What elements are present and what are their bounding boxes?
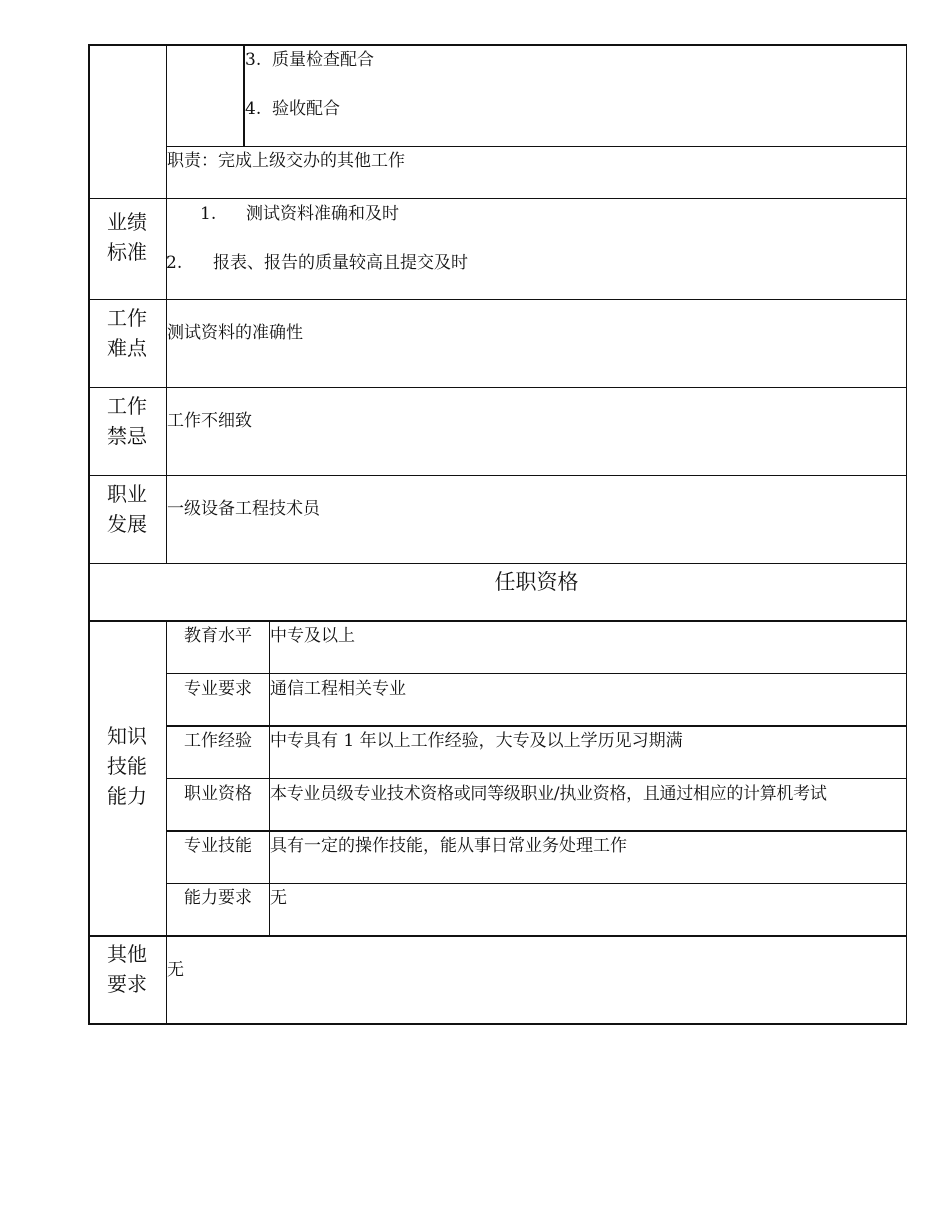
duty-item-4-number: 4. [245,99,262,119]
qualification-row-major-label: 专业要求 [184,679,252,699]
row-divider-career [88,563,907,565]
qualification-row-divider-6 [88,935,907,937]
duty-item-3-number: 3. [245,50,262,70]
difficulty-label [89,303,165,363]
performance-item-2-text: 报表、报告的质量较高且提交及时 [213,253,468,273]
row-divider-difficulty [88,387,907,389]
qualification-row-experience-value: 中专具有 1 年以上工作经验，大专及以上学历见习期满 [270,731,683,751]
performance-item-1-number: 1. [200,204,217,224]
other-requirements-label-line2: 要求 [107,972,147,996]
difficulty-label-line1: 工作 [107,306,147,330]
career-value: 一级设备工程技术员 [167,499,320,519]
qualification-row-divider-5 [166,883,906,885]
duties-items-bottom [166,146,906,148]
row-divider-taboo [88,475,907,477]
qualification-row-divider-4 [166,830,906,832]
qualifications-group-label-line2: 技能 [107,754,147,778]
row-divider-section-title [88,620,907,622]
qualification-row-certification-value: 本专业员级专业技术资格或同等级职业/执业资格，且通过相应的计算机考试 [270,784,827,804]
taboo-label [89,391,165,451]
qualification-row-divider-3 [166,778,906,780]
performance-item-2 [166,253,182,273]
qualification-row-ability-label: 能力要求 [184,888,252,908]
qualifications-group-label-line3: 能力 [107,784,147,808]
performance-label-line1: 业绩 [107,210,147,234]
row-divider-performance [88,299,907,301]
duty-item-4-text: 验收配合 [272,99,341,119]
qualification-row-major-value: 通信工程相关专业 [270,679,406,699]
label-column-divider-top [166,44,168,564]
duty-other: 职责：完成上级交办的其他工作 [167,151,405,171]
qualification-row-divider-1 [166,673,906,675]
row-divider-duties [88,198,907,200]
performance-item-2-number: 2. [166,253,183,273]
difficulty-label-line2: 难点 [107,336,147,360]
qualifications-group-label-line1: 知识 [107,724,147,748]
qualification-row-certification-label: 职业资格 [184,784,252,804]
other-requirements-value: 无 [167,960,184,980]
qualification-row-divider-2 [166,725,906,727]
performance-item-1-text: 测试资料准确和及时 [246,204,399,224]
qualification-row-skills-label: 专业技能 [184,836,252,856]
performance-label [89,207,165,267]
duty-item-4 [245,99,340,119]
other-requirements-label [89,939,165,999]
career-label-line1: 职业 [107,482,147,506]
table-border-right [906,44,908,1024]
taboo-value: 工作不细致 [167,411,252,431]
qualifications-section-title: 任职资格 [494,570,579,594]
table-border-bottom [88,1023,907,1025]
qualifications-group-label [89,721,165,811]
qualification-row-ability-value: 无 [270,888,287,908]
other-requirements-label-line1: 其他 [107,942,147,966]
taboo-label-line1: 工作 [107,394,147,418]
career-label-line2: 发展 [107,512,147,536]
taboo-label-line2: 禁忌 [107,424,147,448]
qualification-row-education-label: 教育水平 [184,626,252,646]
qualification-row-education-value: 中专及以上 [270,626,355,646]
table-border-top [88,44,907,46]
qualification-row-experience-label: 工作经验 [184,731,252,751]
difficulty-value: 测试资料的准确性 [167,323,303,343]
performance-item-1 [200,204,216,224]
career-label [89,479,165,539]
duty-item-3 [245,50,374,70]
qualification-row-skills-value: 具有一定的操作技能，能从事日常业务处理工作 [270,836,627,856]
duty-item-3-text: 质量检查配合 [272,50,375,70]
performance-label-line2: 标准 [107,240,147,264]
